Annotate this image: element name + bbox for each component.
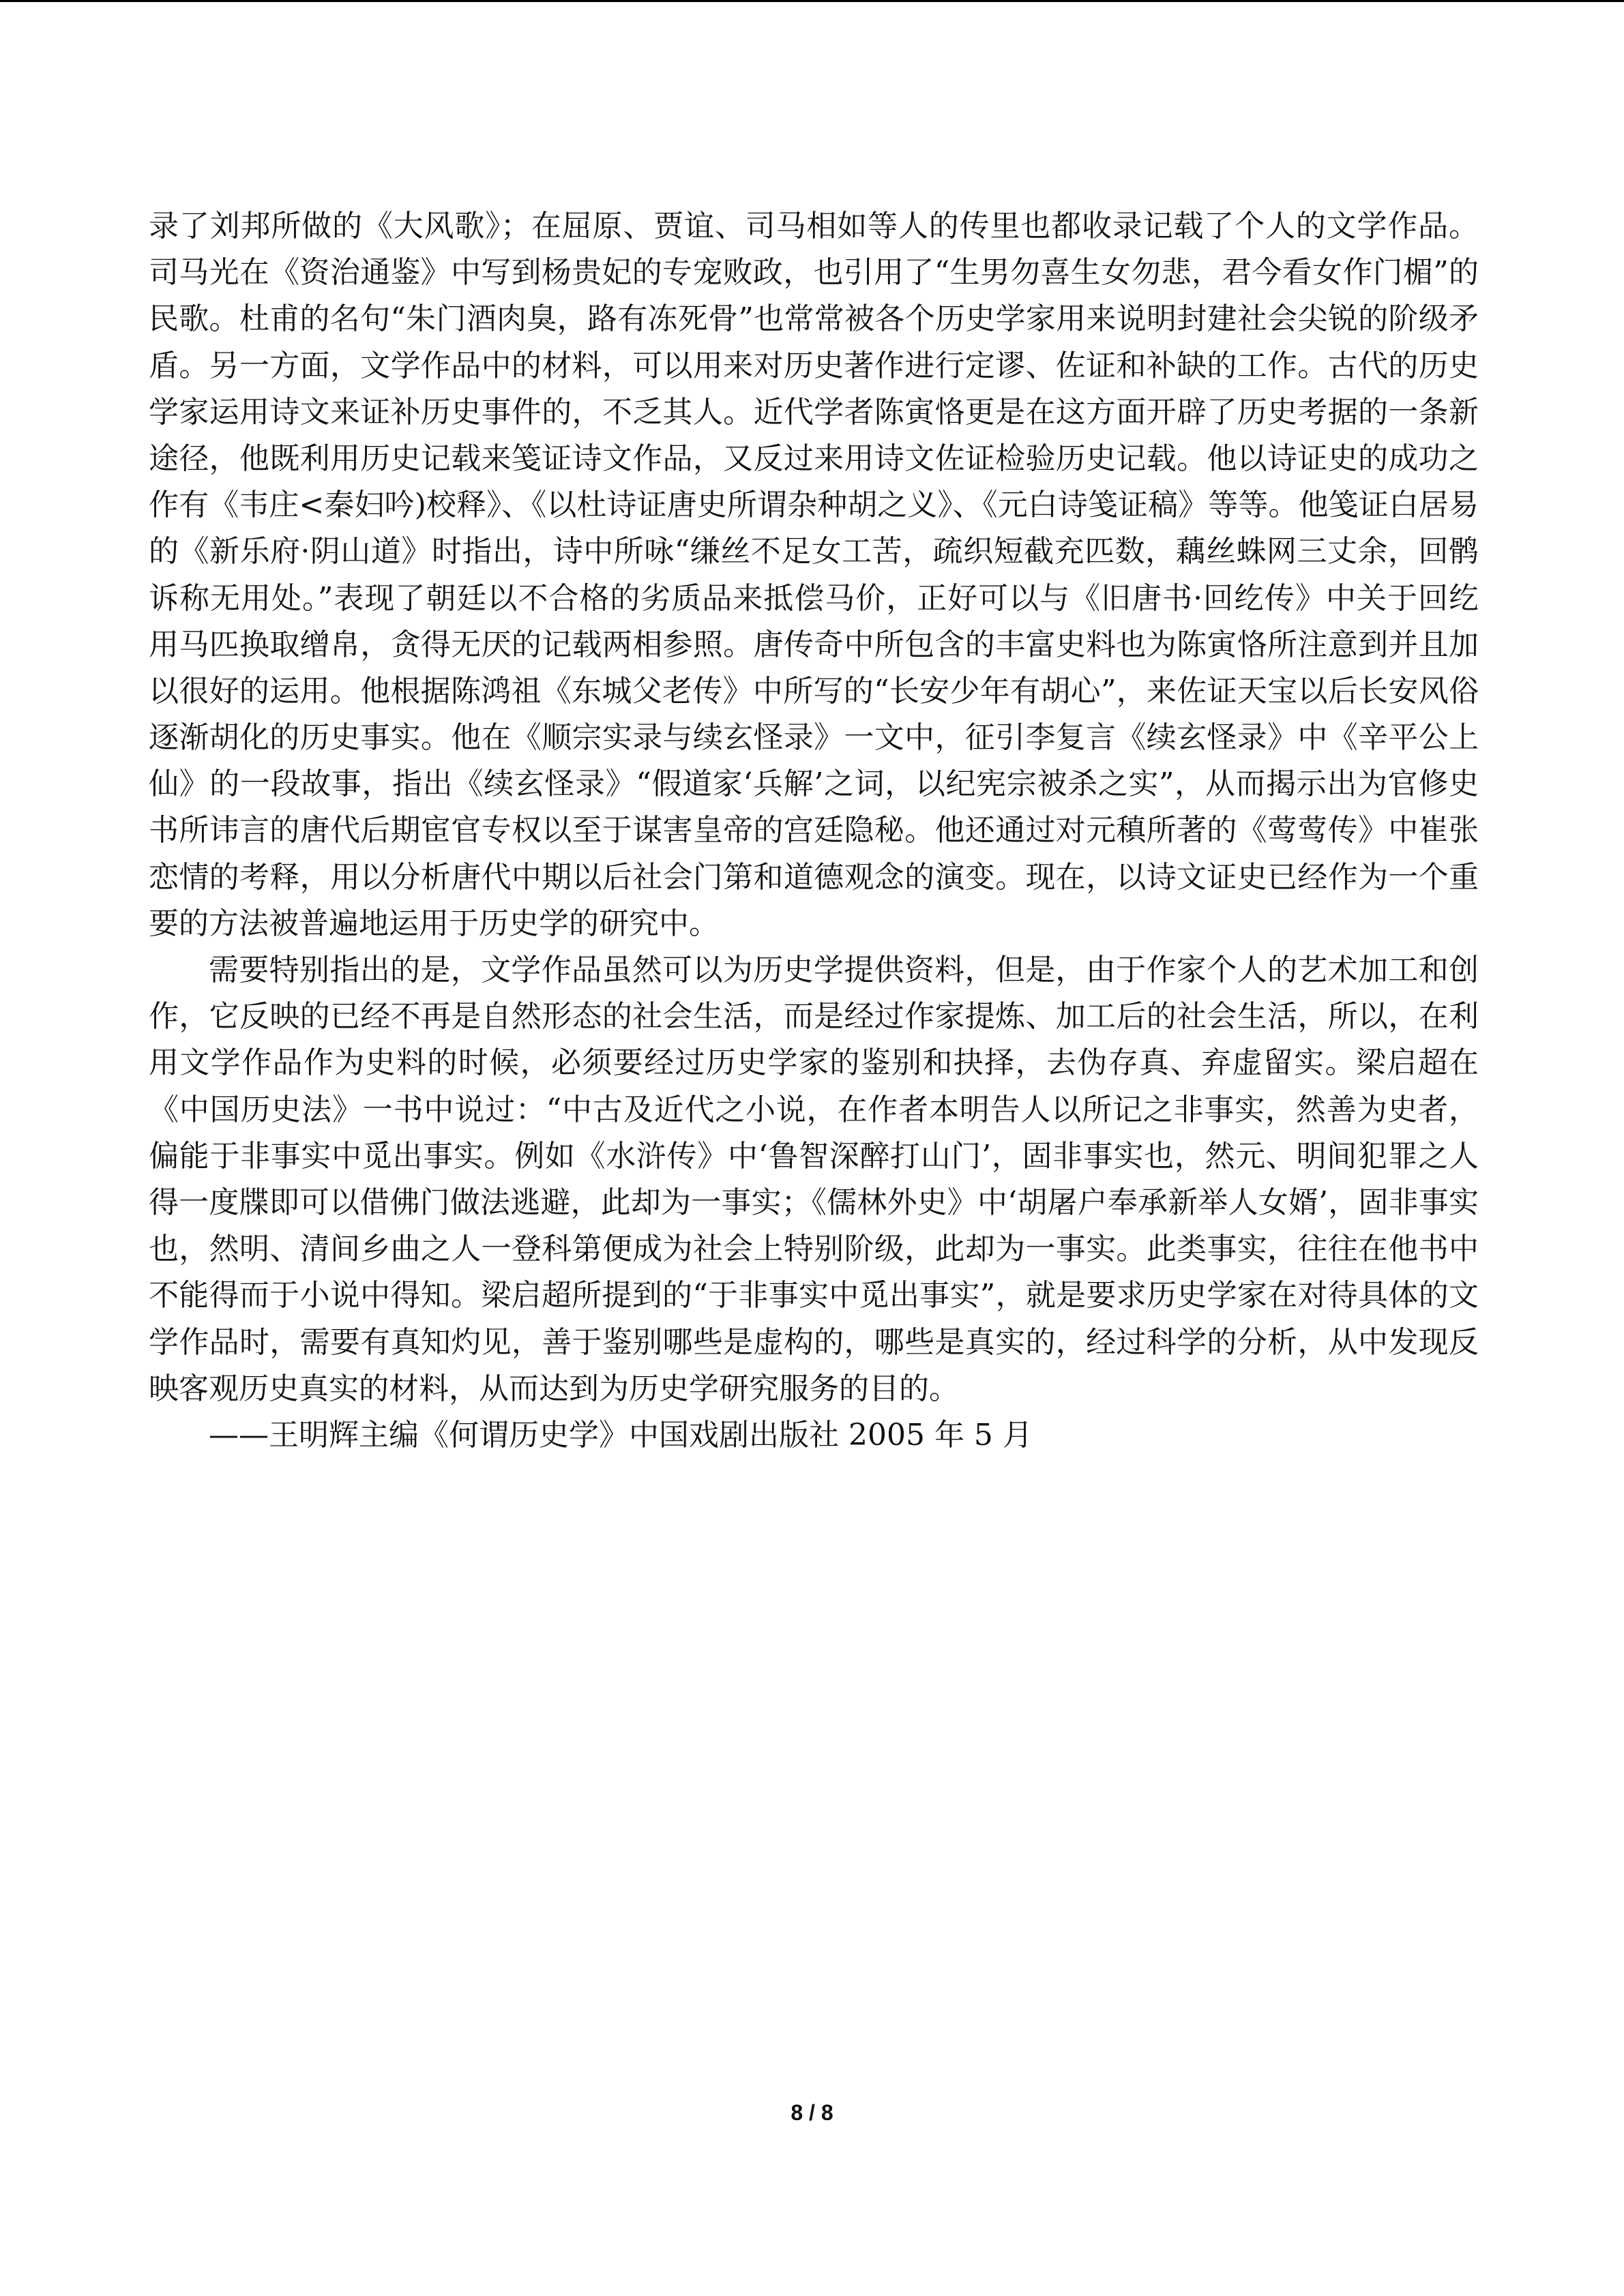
paragraph-1: 录了刘邦所做的《大风歌》；在屈原、贾谊、司马相如等人的传里也都收录记载了个人的文学作品。司马光在《资治通鉴》中写到杨贵妃的专宠败政，也引用了“生男勿喜生女勿悲，君今看女作门楣”的民歌。杜甫的名句“朱门酒肉臭，路有冻死骨”也常常被各个历史学家用来说明封建社会尖锐的阶级矛盾。另一方面，文学作品中的材料，可以用来对历史著作进行定谬、佐证和补缺的工作。古代的历史学家运用诗文来证补历史事件的，不乏其人。近代学者陈寅恪更是在这方面开辟了历史考据的一条新途径，他既利用历史记载来笺证诗文作品，又反过来用诗文佐证检验历史记载。他以诗证史的成功之作有《韦庄<秦妇吟)校释》、《以杜诗证唐史所谓杂种胡之义》、《元白诗笺证稿》等等。他笺证白居易的《新乐府·阴山道》时指出，诗中所咏“缣丝不足女工苦，疏织短截充匹数，藕丝蛛网三丈余，回鹘诉称无用处。”表现了朝廷以不合格的劣质品来抵偿马价，正好可以与《旧唐书·回纥传》中关于回纥用马匹换取缯帛，贪得无厌的记载两相参照。唐传奇中所包含的丰富史料也为陈寅恪所注意到并且加以很好的运用。他根据陈鸿祖《东城父老传》中所写的“长安少年有胡心”，来佐证天宝以后长安风俗逐渐胡化的历史事实。他在《顺宗实录与续玄怪录》一文中，征引李复言《续玄怪录》中《辛平公上仙》的一段故事，指出《续玄怪录》“假道家‘兵解’之词，以纪宪宗被杀之实”，从而揭示出为官修史书所讳言的唐代后期宦官专权以至于谋害皇帝的宫廷隐秘。他还通过对元稹所著的《莺莺传》中崔张恋情的考释，用以分析唐代中期以后社会门第和道德观念的演变。现在，以诗文证史已经作为一个重要的方法被普遍地运用于历史学的研究中。 [149,209,1479,941]
article-body [149,203,1479,1459]
paragraph-2: 需要特别指出的是，文学作品虽然可以为历史学提供资料，但是，由于作家个人的艺术加工和创作，它反映的已经不再是自然形态的社会生活，而是经过作家提炼、加工后的社会生活，所以，在利用文学作品作为史料的时候，必须要经过历史学家的鉴别和抉择，去伪存真、弃虚留实。梁启超在《中国历史法》一书中说过：“中古及近代之小说，在作者本明告人以所记之非事实，然善为史者，偏能于非事实中觅出事实。例如《水浒传》中‘鲁智深醉打山门’，固非事实也，然元、明间犯罪之人得一度牒即可以借佛门做法逃避，此却为一事实；《儒林外史》中‘胡屠户奉承新举人女婿’，固非事实也，然明、清间乡曲之人一登科第便成为社会上特别阶级，此却为一事实。此类事实，往往在他书中不能得而于小说中得知。梁启超所提到的“于非事实中觅出事实”，就是要求历史学家在对待具体的文学作品时，需要有真知灼见，善于鉴别哪些是虚构的，哪些是真实的，经过科学的分析，从中发现反映客观历史真实的材料，从而达到为历史学研究服务的目的。 [149,953,1479,1406]
source-citation: ——王明辉主编《何谓历史学》中国戏剧出版社 2005 年 5 月 [209,1417,1033,1452]
page-number: 8 / 8 [791,2100,833,2125]
